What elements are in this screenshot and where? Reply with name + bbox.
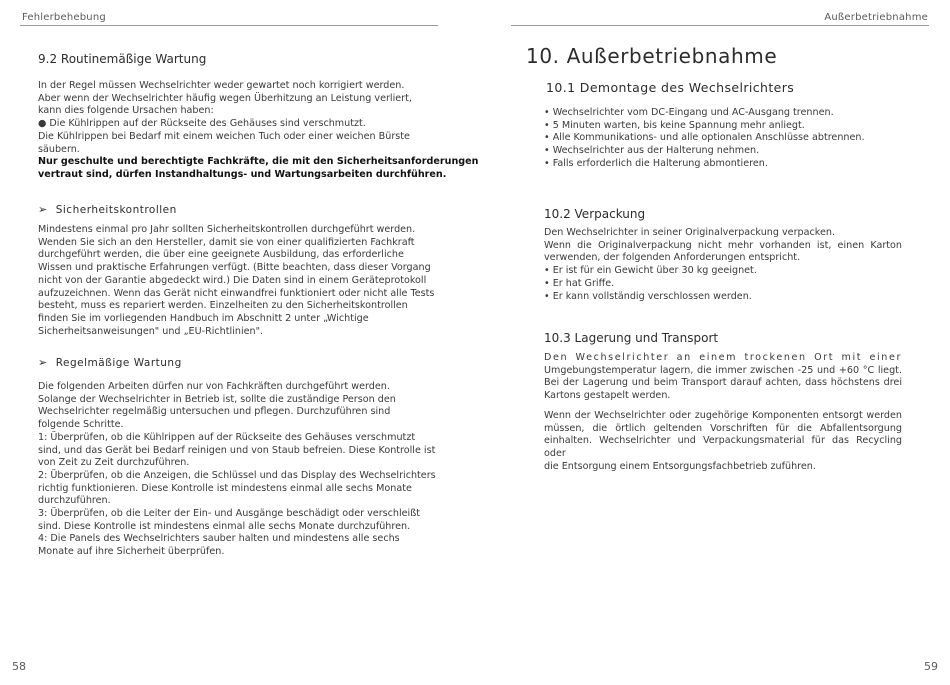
body-line: von Zeit zu Zeit durchzuführen. bbox=[38, 457, 190, 469]
body-line: Mindestens einmal pro Jahr sollten Sicherheitskontrollen durchgeführt werden. bbox=[38, 224, 416, 235]
right-page bbox=[475, 0, 950, 685]
body-line: Kartons gestapelt werden. bbox=[544, 390, 671, 402]
body-line: Wissen und praktische Erfahrungen verfügt. (Bitte beachten, dass dieser Vorgang bbox=[38, 262, 431, 274]
body-line: durchgeführt werden, die über eine geeignete Ausbildung, das erforderliche bbox=[38, 249, 404, 261]
subsection-title: Regelmäßige Wartung bbox=[55, 357, 182, 369]
bullet-line: ● Die Kühlrippen auf der Rückseite des Gehäuses sind verschmutzt. bbox=[38, 118, 366, 130]
body-line: folgende Schritte. bbox=[38, 419, 124, 431]
section-10-3-title: 10.3 Lagerung und Transport bbox=[544, 331, 719, 345]
body-line: 2: Überprüfen, ob die Anzeigen, die Schlüssel und das Display des Wechselrichters bbox=[38, 469, 436, 481]
section-10-2-title: 10.2 Verpackung bbox=[544, 207, 646, 221]
list-item: • Wechselrichter aus der Halterung nehmen. bbox=[544, 145, 760, 157]
body-line: Sicherheitsanweisungen" und „EU-Richtlinien". bbox=[38, 325, 264, 337]
body-line: die Entsorgung einem Entsorgungsfachbetrieb zuführen. bbox=[544, 460, 816, 472]
section-10-3-para2 bbox=[544, 410, 902, 474]
list-item: • Er hat Griffe. bbox=[544, 277, 615, 289]
arrow-bullet-icon: ➢ bbox=[38, 356, 48, 369]
list-item: • Er ist für ein Gewicht über 30 kg geeignet. bbox=[544, 265, 757, 277]
list-item: • Falls erforderlich die Halterung abmontieren. bbox=[544, 157, 768, 169]
running-header-right: Außerbetriebnahme bbox=[824, 12, 928, 23]
running-header-left: Fehlerbehebung bbox=[22, 12, 106, 23]
body-line: finden Sie im vorliegenden Handbuch im Abschnitt 2 unter „Wichtige bbox=[38, 312, 369, 324]
body-line-justified: Bei der Lagerung und beim Transport darauf achten, dass höchstens drei bbox=[544, 377, 902, 389]
body-line: aufzuzeichnen. Wenn das Gerät nicht einwandfrei funktioniert oder nicht alle Tests bbox=[38, 287, 435, 299]
body-line: besteht, muss es repariert werden. Einzelheiten zu den Sicherheitskontrollen bbox=[38, 300, 408, 312]
body-line: säubern. bbox=[38, 143, 80, 155]
section-9-2-body bbox=[38, 80, 478, 182]
body-line-justified: Den Wechselrichter an einem trockenen Ort mit einer bbox=[544, 352, 902, 363]
body-line: Monate auf ihre Sicherheit überprüfen. bbox=[38, 546, 225, 558]
warning-line: Nur geschulte und berechtigte Fachkräfte, die mit den Sicherheitsanforderungen bbox=[38, 156, 479, 168]
body-line: nicht von der Garantie abgedeckt wird.) Die Daten sind in einem Geräteprotokoll bbox=[38, 274, 427, 286]
body-line: 4: Die Panels des Wechselrichters sauber halten und mindestens alle sechs bbox=[38, 533, 400, 545]
regelmaessige-wartung-body bbox=[38, 381, 436, 559]
body-line: Aber wenn der Wechselrichter häufig wegen Überhitzung an Leistung verliert, bbox=[38, 92, 412, 104]
sicherheitskontrollen-body bbox=[38, 224, 434, 338]
header-rule-right bbox=[511, 25, 929, 26]
body-line-justified: einhalten. Wechselrichter und Verpackungsmaterial für das Recycling oder bbox=[544, 435, 902, 460]
body-line: kann dies folgende Ursachen haben: bbox=[38, 105, 214, 117]
subsection-sicherheitskontrollen bbox=[38, 203, 177, 216]
section-10-1-title: 10.1 Demontage des Wechselrichters bbox=[546, 80, 795, 95]
body-line-justified: Wenn die Originalverpackung nicht mehr vorhanden ist, einen Karton bbox=[544, 239, 902, 251]
body-line: Die Kühlrippen bei Bedarf mit einem weichen Tuch oder einer weichen Bürste bbox=[38, 130, 410, 142]
body-line-justified: Wenn der Wechselrichter oder zugehörige Komponenten entsorgt werden bbox=[544, 410, 902, 421]
body-line: Die folgenden Arbeiten dürfen nur von Fachkräften durchgeführt werden. bbox=[38, 381, 390, 392]
list-item: • Er kann vollständig verschlossen werden. bbox=[544, 290, 752, 302]
body-line: richtig funktionieren. Diese Kontrolle ist mindestens einmal alle sechs Monate bbox=[38, 482, 412, 494]
body-line: durchzuführen. bbox=[38, 495, 111, 507]
body-line: 1: Überprüfen, ob die Kühlrippen auf der Rückseite des Gehäuses verschmutzt bbox=[38, 431, 416, 443]
body-line-justified: müssen, die örtlich geltenden Vorschriften für die Abfallentsorgung bbox=[544, 422, 902, 434]
section-10-2-body bbox=[544, 227, 902, 303]
body-line: 3: Überprüfen, ob die Leiter der Ein- und Ausgänge beschädigt oder verschleißt bbox=[38, 508, 421, 520]
warning-line: vertraut sind, dürfen Instandhaltungs- und Wartungsarbeiten durchführen. bbox=[38, 168, 447, 180]
body-line: sind. Diese Kontrolle ist mindestens einmal alle sechs Monate durchzuführen. bbox=[38, 520, 411, 532]
subsection-regelmaessige-wartung bbox=[38, 356, 182, 369]
list-item: • Alle Kommunikations- und alle optionalen Anschlüsse abtrennen. bbox=[544, 132, 865, 144]
body-line-justified: Umgebungstemperatur lagern, die immer zwischen -25 und +60 °C liegt. bbox=[544, 364, 902, 376]
list-item: • Wechselrichter vom DC-Eingang und AC-Ausgang trennen. bbox=[544, 107, 834, 118]
body-line: Wechselrichter regelmäßig untersuchen und pflegen. Durchzuführen sind bbox=[38, 406, 391, 418]
body-line: Den Wechselrichter in seiner Originalverpackung verpacken. bbox=[544, 227, 836, 238]
header-rule-left bbox=[20, 25, 438, 26]
chapter-title: 10. Außerbetriebnahme bbox=[526, 44, 778, 68]
body-line: verwenden, der folgenden Anforderungen entspricht. bbox=[544, 252, 801, 264]
section-9-2-title: 9.2 Routinemäßige Wartung bbox=[38, 52, 207, 66]
body-line: Wenden Sie sich an den Hersteller, damit sie von einer qualifizierten Fachkraft bbox=[38, 236, 415, 248]
body-line: Solange der Wechselrichter in Betrieb ist, sollte die zuständige Person den bbox=[38, 393, 396, 405]
page-number-left: 58 bbox=[12, 660, 26, 673]
body-line: sind, und das Gerät bei Bedarf reinigen und von Staub befreien. Diese Kontrolle ist bbox=[38, 444, 436, 456]
section-10-3-para1 bbox=[544, 352, 902, 403]
section-10-1-list bbox=[544, 107, 865, 171]
body-line: In der Regel müssen Wechselrichter weder gewartet noch korrigiert werden. bbox=[38, 80, 405, 91]
page-number-right: 59 bbox=[924, 660, 938, 673]
arrow-bullet-icon: ➢ bbox=[38, 203, 48, 216]
subsection-title: Sicherheitskontrollen bbox=[55, 204, 177, 216]
list-item: • 5 Minuten warten, bis keine Spannung mehr anliegt. bbox=[544, 119, 805, 131]
